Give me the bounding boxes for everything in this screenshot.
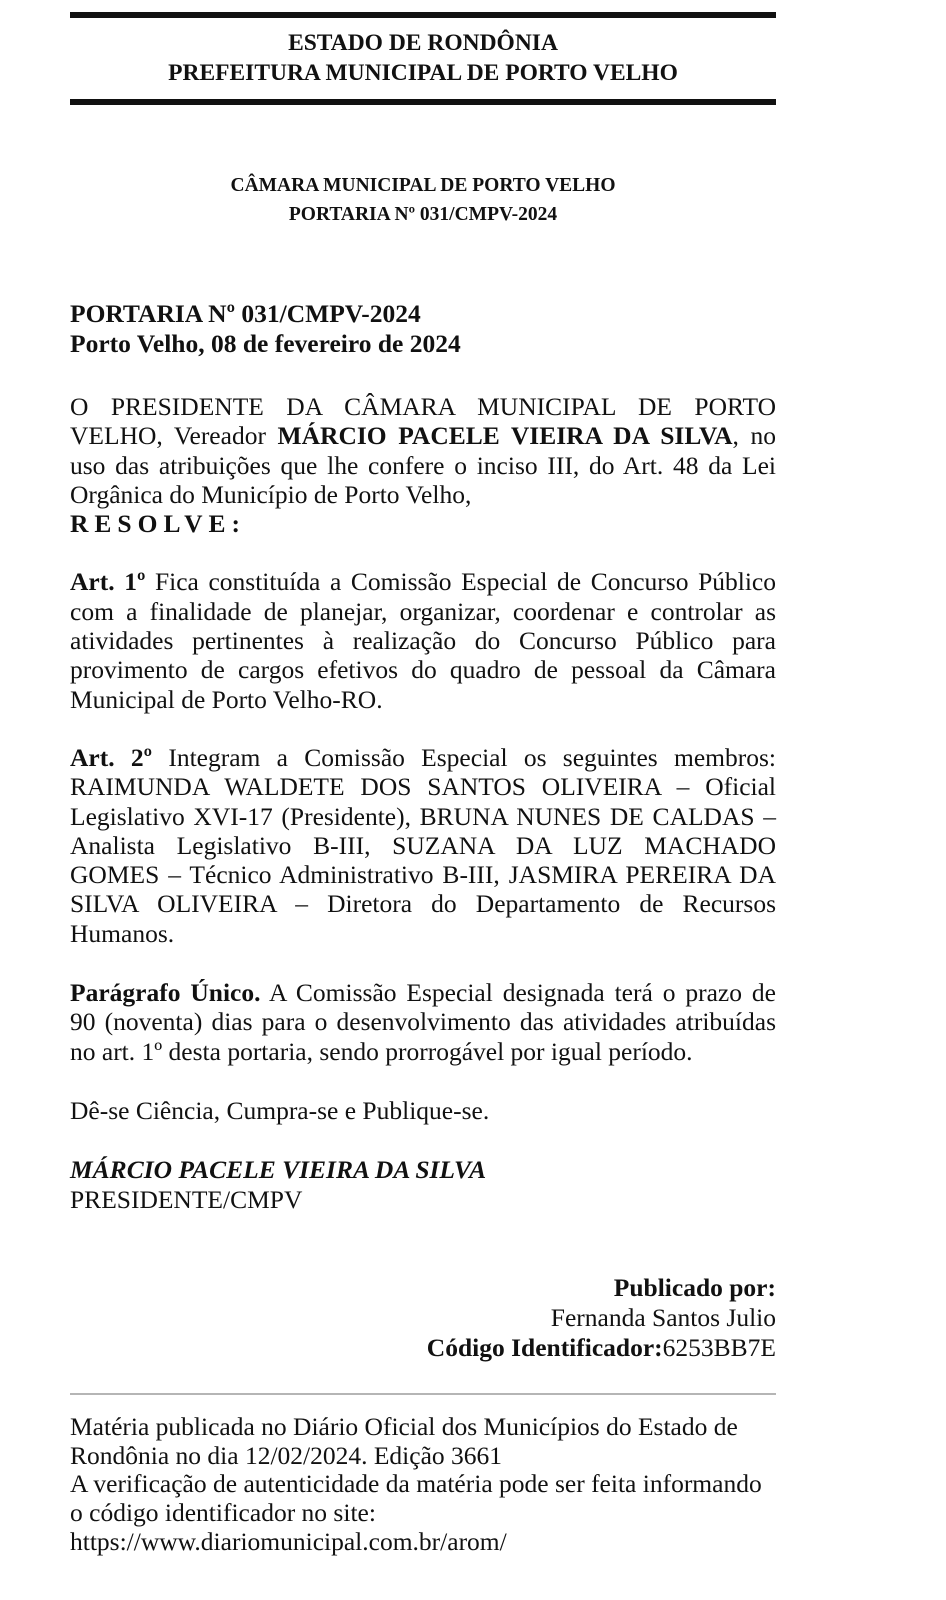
paragrafo-unico-text: A Comissão Especial designada terá o prazo de 90 (noventa) dias para o desenvolvimento das atividades atribuídas no art. 1º desta portaria, sendo prorrogável por igual período.	[70, 978, 776, 1066]
identifier-code-label: Código Identificador:	[426, 1333, 663, 1363]
signature-block	[70, 1155, 776, 1215]
footer-notice	[70, 1413, 776, 1556]
footer-verification-info: A verificação de autenticidade da matéria pode ser feita informando o código identificador no site:	[70, 1469, 762, 1528]
article-1	[70, 567, 776, 713]
article-2-text: Integram a Comissão Especial os seguintes membros: RAIMUNDA WALDETE DOS SANTOS OLIVEIRA – Oficial Legislativo XVI-17 (Presidente), BRUNA NUNES DE CALDAS – Analista Legislativo B-III, SUZANA DA LUZ MACHADO GOMES – Técnico Administrativo B-III, JASMIRA PEREIRA DA SILVA OLIVEIRA – Diretora do Departamento de Recursos Humanos.	[70, 742, 776, 948]
header-prefecture: PREFEITURA MUNICIPAL DE PORTO VELHO	[168, 60, 678, 86]
footer-publication-info: Matéria publicada no Diário Oficial dos Municípios do Estado de Rondônia no dia 12/02/2024. Edição 3661	[70, 1412, 738, 1470]
signature-role: PRESIDENTE/CMPV	[70, 1185, 303, 1215]
document-header	[70, 18, 776, 99]
article-1-label: Art. 1º	[70, 567, 146, 597]
article-1-text: Fica constituída a Comissão Especial de Concurso Público com a finalidade de planejar, organizar, coordenar e controlar as atividades pertinentes à realização do Concurso Público para provimento de cargos efetivos do quadro de pessoal da Câmara Municipal de Porto Velho-RO.	[70, 567, 776, 714]
portaria-title: PORTARIA Nº 031/CMPV-2024	[70, 299, 421, 328]
published-by-label: Publicado por:	[613, 1273, 776, 1303]
intro-text-1: O PRESIDENTE DA CÂMARA MUNICIPAL DE PORTO VELHO, Vereador	[70, 392, 776, 451]
resolve-heading: RESOLVE:	[70, 509, 247, 539]
publisher-name: Fernanda Santos Julio	[550, 1303, 776, 1333]
intro-text-2: , no uso das atribuições que lhe confere o inciso III, do Art. 48 da Lei Orgânica do Município de Porto Velho,	[70, 421, 777, 509]
intro-president-name: MÁRCIO PACELE VIEIRA DA SILVA	[277, 421, 733, 451]
header-bottom-rule	[70, 99, 776, 105]
title-block	[70, 299, 776, 359]
identifier-code-line	[70, 1333, 776, 1363]
document-page	[70, 0, 776, 1556]
portaria-date: Porto Velho, 08 de fevereiro de 2024	[70, 329, 461, 358]
identifier-code: 6253BB7E	[662, 1333, 776, 1363]
footer-divider	[70, 1393, 776, 1395]
footer-verification-url[interactable]: https://www.diariomunicipal.com.br/arom/	[70, 1526, 507, 1556]
article-2	[70, 743, 776, 948]
document-subheader	[70, 171, 776, 229]
article-2-label: Art. 2º	[70, 742, 153, 772]
signature-name: MÁRCIO PACELE VIEIRA DA SILVA	[70, 1155, 487, 1185]
intro-paragraph	[70, 392, 776, 538]
paragrafo-unico	[70, 978, 776, 1066]
subheader-portaria: PORTARIA Nº 031/CMPV-2024	[288, 204, 558, 225]
subheader-chamber: CÂMARA MUNICIPAL DE PORTO VELHO	[230, 175, 616, 196]
publication-block	[70, 1273, 776, 1363]
closing-statement: Dê-se Ciência, Cumpra-se e Publique-se.	[70, 1095, 490, 1125]
paragrafo-unico-label: Parágrafo Único.	[70, 978, 261, 1008]
header-state: ESTADO DE RONDÔNIA	[288, 30, 558, 56]
